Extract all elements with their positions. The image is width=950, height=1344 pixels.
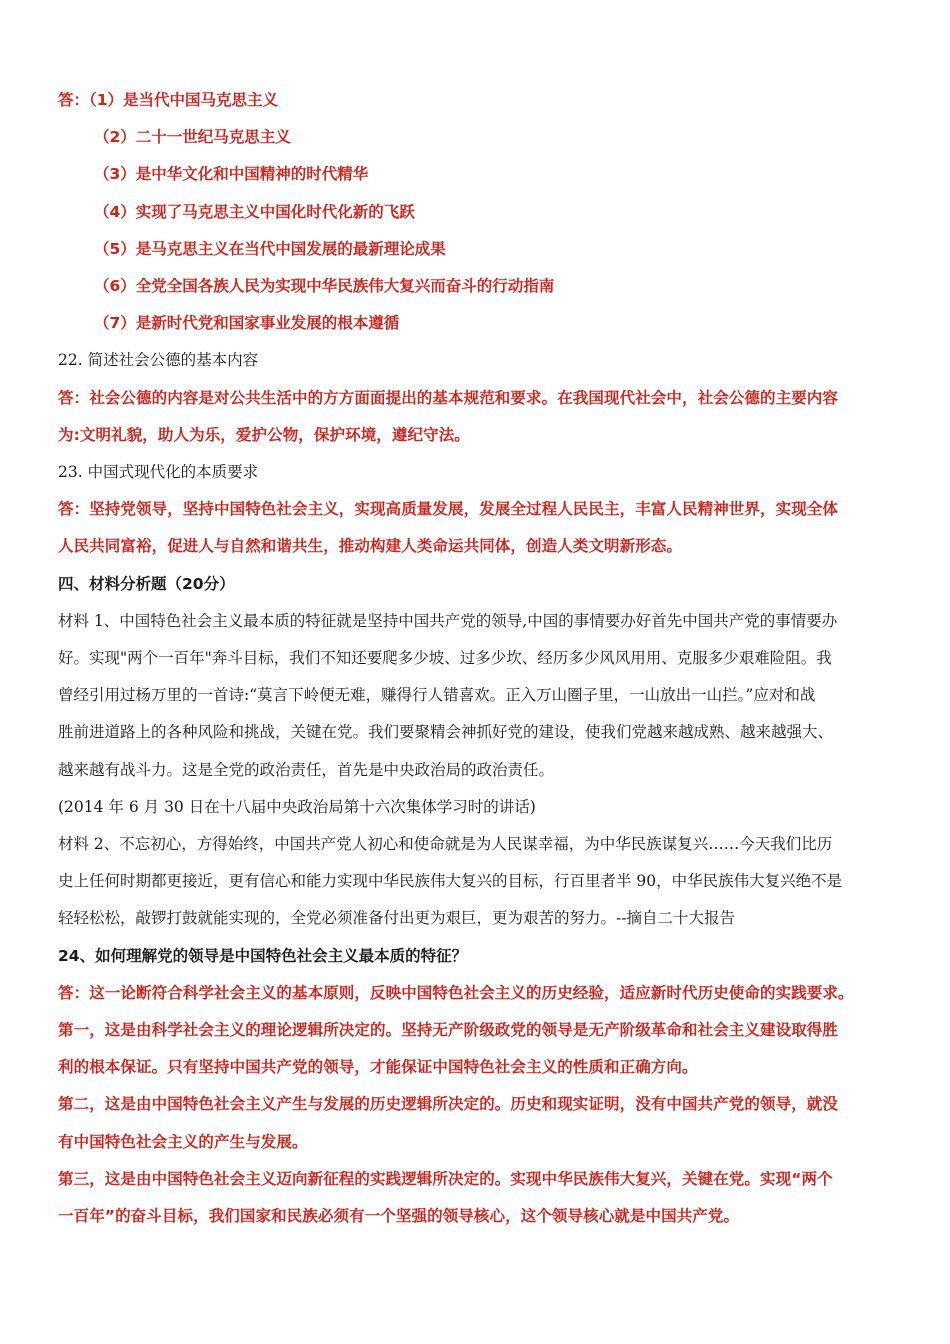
answer-24-line-2: 第一，这是由科学社会主义的理论逻辑所决定的。坚持无产阶级政党的领导是无产阶级革命和社会主义建设取得胜 <box>58 1021 839 1040</box>
answer-24-line-4: 第二，这是由中国特色社会主义产生与发展的历史逻辑所决定的。历史和现实证明，没有中国共产党的领导，就没 <box>58 1095 839 1114</box>
answer-21-item-7: （7）是新时代党和国家事业发展的根本遵循 <box>94 314 400 333</box>
question-23: 23. 中国式现代化的本质要求 <box>58 463 259 482</box>
document-page <box>58 82 900 1235</box>
answer-21-item-6: （6）全党全国各族人民为实现中华民族伟大复兴而奋斗的行动指南 <box>94 277 555 296</box>
material-1-line-2: 好。实现"两个一百年"奔斗目标，我们不知还要爬多少坡、过多少坎、经历多少风风用用、克服多少艰难险阻。我 <box>58 649 832 668</box>
material-2-line-2: 史上任何时期都更接近，更有信心和能力实现中华民族伟大复兴的目标，行百里者半 90，中华民族伟大复兴绝不是 <box>58 872 843 891</box>
answer-21-item-1: 答：（1）是当代中国马克思主义 <box>58 91 279 109</box>
answer-prefix: 答： <box>58 91 90 109</box>
material-2-line-3: 轻轻松松，敲锣打鼓就能实现的，全党必须准备付出更为艰巨，更为艰苦的努力。--摘自二十大报告 <box>58 909 735 928</box>
question-22: 22. 简述社会公德的基本内容 <box>58 351 259 370</box>
answer-21-item-5: （5）是马克思主义在当代中国发展的最新理论成果 <box>94 239 446 258</box>
answer-23-line-2: 人民共同富裕，促进人与自然和谐共生，推动构建人类命运共同体，创造人类文明新形态。 <box>58 537 683 556</box>
answer-24-line-6: 第三，这是由中国特色社会主义迈向新征程的实践逻辑所决定的。实现中华民族伟大复兴，关键在党。实现“两个 <box>58 1169 833 1188</box>
material-2-line-1: 材料 2、不忘初心，方得始终，中国共产党人初心和使命就是为人民谋幸福，为中华民族谋复兴……今天我们比历 <box>58 835 833 854</box>
answer-23-line-1: 答：坚持党领导，坚持中国特色社会主义，实现高质量发展，发展全过程人民民主，丰富人民精神世界，实现全体 <box>58 500 839 519</box>
material-1-line-3: 曾经引用过杨万里的一首诗:“莫言下岭便无难，赚得行人错喜欢。正入万山圈子里，一山放出一山拦。”应对和战 <box>58 686 816 705</box>
material-1-line-4: 胜前进道路上的各种风险和挑战，关键在党。我们要聚精会神抓好党的建设，使我们党越来越成熟、越来越强大、 <box>58 723 834 742</box>
answer-22-line-2: 为:文明礼貌，助人为乐，爱护公物，保护环境，遵纪守法。 <box>58 425 470 444</box>
question-24: 24、如何理解党的领导是中国特色社会主义最本质的特征？ <box>58 946 468 965</box>
answer-24-line-3: 利的根本保证。只有坚持中国共产党的领导，才能保证中国特色社会主义的性质和正确方向。 <box>58 1058 698 1077</box>
answer-22-line-1: 答：社会公德的内容是对公共生活中的方方面面提出的基本规范和要求。在我国现代社会中，社会公德的主要内容 <box>58 388 839 407</box>
material-1-line-5: 越来越有战斗力。这是全党的政治责任，首先是中央政治局的政治责任。 <box>58 760 555 779</box>
answer-21-item-2: （2）二十一世纪马克思主义 <box>94 128 291 147</box>
answer-21-item-4: （4）实现了马克思主义中国化时代化新的飞跃 <box>94 202 415 221</box>
section-4-heading: 四、材料分析题（20分） <box>58 574 235 593</box>
answer-24-line-1: 答：这一论断符合科学社会主义的基本原则，反映中国特色社会主义的历史经验，适应新时代历史使命的实践要求。 <box>58 983 854 1002</box>
answer-21-item-3: （3）是中华文化和中国精神的时代精华 <box>94 165 369 184</box>
material-1-source: (2014 年 6 月 30 日在十八届中央政治局第十六次集体学习时的讲话) <box>58 797 536 816</box>
answer-24-line-7: 一百年”的奋斗目标，我们国家和民族必须有一个坚强的领导核心，这个领导核心就是中国共产党。 <box>58 1207 740 1226</box>
material-1-line-1: 材料 1、中国特色社会主义最本质的特征就是坚持中国共产党的领导,中国的事情要办好首先中国共产党的事情要办 <box>58 611 838 630</box>
answer-24-line-5: 有中国特色社会主义的产生与发展。 <box>58 1132 308 1151</box>
